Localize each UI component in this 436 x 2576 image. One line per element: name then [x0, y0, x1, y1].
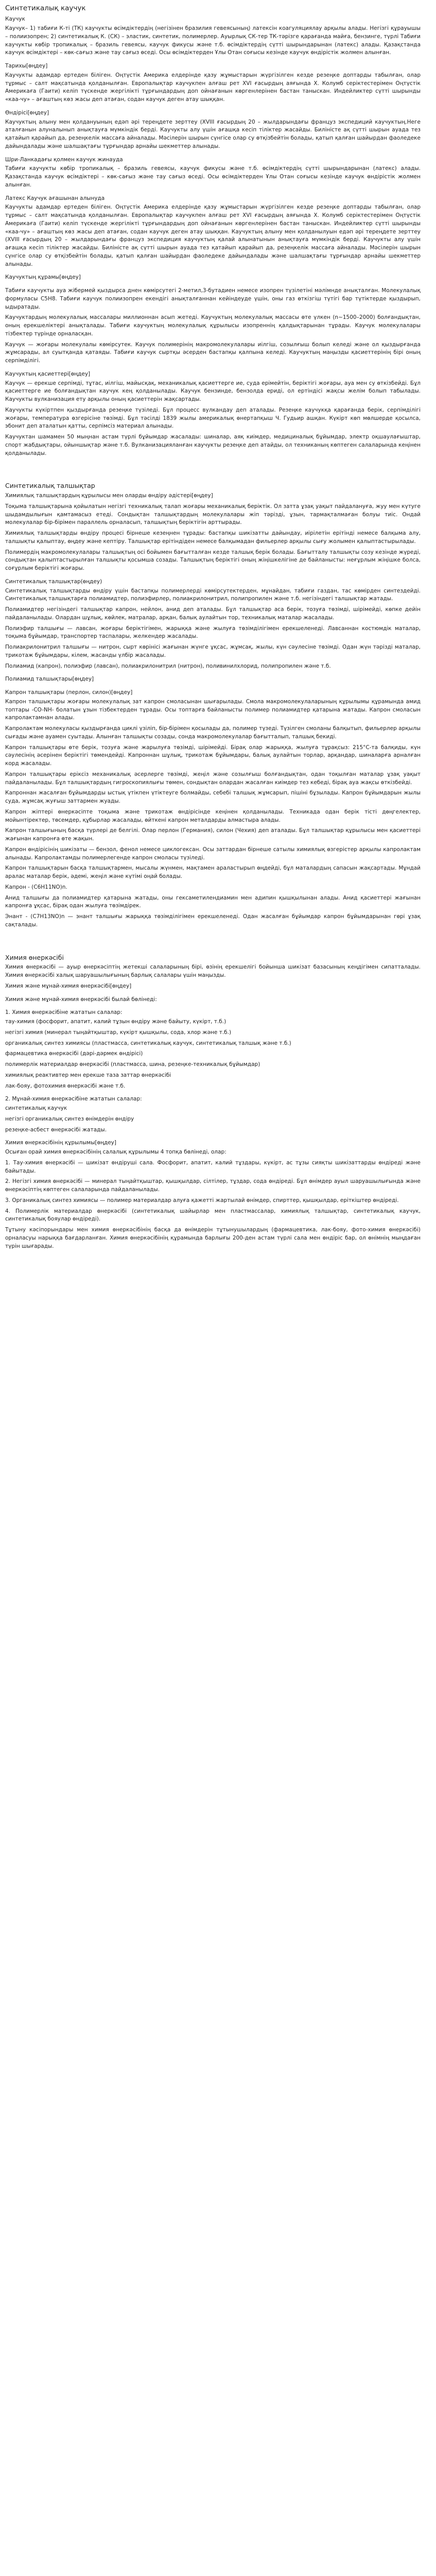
- section-paragraph: Энант - (C7H13NO)n — энант талшығы жарыққа төзімділігімен ерекшеленеді. Одан жасалған бұйымдар капрон бұйымдарынан гөрі ұзақ сақталады.: [5, 913, 421, 928]
- list-item: синтетикалық каучук: [5, 1105, 67, 1111]
- section-heading: Полиамид талшықтары[өңдеу]: [5, 676, 94, 683]
- section-heading: Химия өнеркәсібінің құрылымы[өңдеу]: [5, 1140, 116, 1146]
- section-heading: Каучук: [5, 16, 25, 23]
- list-item: органикалық синтез химиясы (пластмасса, синтетикалық каучук, синтетикалық талшық және т.б.): [5, 1040, 291, 1046]
- section-paragraph: Химия өнеркәсібі — ауыр өнеркәсіптің жетекші салаларының бірі, өзінің ерекшелігі бойынша шикізат базасының кеңдігімен сипатталады. Химия өнеркәсібі халық шаруашылығының барлық салалары үшін маңызды.: [5, 964, 421, 978]
- section-paragraph: Химиялық талшықтарды өндіру процесі бірнеше кезеңнен тұрады: бастапқы шикізатты дайындау, иірілетін ерітінді немесе балқыма алу, талшықты қалыптау, өңдеу және кептіру. Талшықтар ерітіндіден немесе балқымадан фильерлер арқылы сығу жолымен қалыптастырылады.: [5, 530, 421, 545]
- section-heading: Капрон талшықтары (перлон, силон)[өңдеу]: [5, 689, 133, 696]
- section-paragraph: 3. Органикалық синтез химиясы — полимер материалдар алуға қажетті жартылай өнімдер, спирттер, қышқылдар, еріткіштер өндіреді.: [5, 1197, 399, 1204]
- section-paragraph: Каучук — жоғары молекулалы көмірсутек. Каучук полимерінің макромолекулалары иілгіш, созылғыш болып келеді және ол қыздырғанда жұмсарады, ал суытқанда қатаяды. Табиғи каучук сыртқы әсерден бастапқы қалпына келеді. Каучуктың маңызды қасиеттерінің бірі оның серпімділігі.: [5, 341, 421, 364]
- article-section: [5, 1009, 421, 1090]
- article-section: [5, 996, 421, 1004]
- section-heading: Каучуктың құрамы[өңдеу]: [5, 274, 81, 281]
- section-paragraph: Капрон жіптері өнеркәсіпте тоқыма және трикотаж өндірісінде кеңінен қолданылады. Техникада одан берік тісті дөңгелектер, мойынтіректер, төсемдер, құбырлар жасалады, өйткені капрон металдарды алмастыра алады.: [5, 808, 421, 823]
- article-content: [5, 15, 421, 1250]
- section-paragraph: Капрон талшықтары өте берік, тозуға және жарылуға төзімді, шірімейді. Бірақ олар жарыққа, жылуға тұрақсыз: 215°С-та балқиды, күн сәулесінің әсерінен беріктігі төмендейді. Капроннан шұлық, трикотаж бұйымдары, балық аулайтын торлар, арқандар, шиналарға арналған корд жасалады.: [5, 744, 421, 767]
- section-paragraph: Полимердің макромолекулалары талшықтың осі бойымен бағытталған кезде талшық берік болады. Бағытталу талшықты созу кезінде жүреді, сондықтан қалыптастырылған талшықты қосымша созады. Талшықтың беріктігі оның жіңішкелігіне де байланысты: неғұрлым жіңішке болса, соғұрлым беріктігі жоғары.: [5, 549, 421, 571]
- article-section: [5, 287, 421, 365]
- article-section: [5, 109, 421, 151]
- section-heading: Шри-Ланкадағы қолмен каучук жинауда: [5, 156, 123, 163]
- section-paragraph: Каучукты адамдар ертеден біліген. Оңтүстік Америка елдерінде қазу жұмыстарын жүргізілген кезде резеңке доптарды табылған, олар тұрмыс – салт мақсатында қолданылған. Европалықтар каучукпен алғаш рет ХVI ғасырдың аяғында Х. Колумб серіктестерімен Оңтүстік Америкаға (Гаити) келіп түскенде жергілікті тұрғындардың доп ойнағанын көргенлерінен бастан таныскан. Индейликтер сүтті шырынды «каа-чу» – ағаштың көз жасы деп атаған, содан каучук деген атау шыққан.: [5, 72, 421, 103]
- page-title: Синтетикалық каучук: [5, 4, 86, 12]
- section-paragraph: Полиамидтер негізіндегі талшықтар капрон, нейлон, анид деп аталады. Бұл талшықтар аса берік, тозуға төзімді, шірімейді, көпке дейін пайдаланылады. Олардан шұлық, көйлек, матралар, арқан, балық аулайтын тор, техникалық маталар жасалады.: [5, 606, 421, 621]
- section-paragraph: Капроннан жасалған бұйымдарды ыстық үтікпен үтіктеуге болмайды, себебі талшық жұмсарып, пішіні бұзылады. Капрон бұйымдарын жылы суда, жұмсақ жуғыш заттармен жуады.: [5, 790, 421, 804]
- article: [0, 0, 426, 1259]
- list-item: резеңке-асбест өнеркәсібі жатады.: [5, 1126, 107, 1133]
- article-section: [5, 195, 421, 269]
- article-section: [5, 1095, 421, 1134]
- section-heading: 1. Химия өнеркәсібіне жататын салалар:: [5, 1009, 123, 1016]
- article-section: [5, 689, 421, 929]
- section-paragraph: Химия және мұнай-химия өнеркәсібі[өңдеу]: [5, 982, 132, 989]
- section-paragraph: Осыған орай химия өнеркәсібінің салалық құрылымы 4 топқа бөлінеді, олар:: [5, 1149, 226, 1155]
- section-paragraph: Тұтыну кәсіпорындары мен химия өнеркәсібінің басқа да өнімдерін тұтынушылардың (фармацевтика, лак-бояу, фото-химия өнеркәсібі) орналасуы нарыққа бағдарланған. Химия өнеркәсібінің құрамында барлығы 200-ден астам түрлі сала мен өндіріс бар, ол өнімнің мыңдаған түрін шығарады.: [5, 1227, 421, 1249]
- article-section: [5, 578, 421, 671]
- section-heading: Каучуктың қасиеттері[өңдеу]: [5, 370, 91, 377]
- section-paragraph: Полиамид (капрон), полиэфир (лавсан), полиакрилонитрил (нитрон), поливинилхлорид, полипропилен және т.б.: [5, 663, 331, 669]
- section-heading: Латекс Каучук ағашынан алынуда: [5, 195, 105, 201]
- article-section: [5, 1139, 421, 1250]
- list-item: лак-бояу, фотохимия өнеркәсібі және т.б.: [5, 1082, 126, 1089]
- article-section: [5, 274, 421, 282]
- section-paragraph: Анид талшығы да полиамидтер қатарына жатады, оны гексаметилендиамин мен адипин қышқылынан алады. Анид қасиеттері жағынан капронға ұқсас, бірақ одан жылуға төзімдірек.: [5, 894, 421, 909]
- section-paragraph: Капрон талшықтары еріксіз механикалық әсерлерге төзімді, жеңіл және созылғыш болғандықтан, одан тоқылған маталар ұзақ уақыт пайдаланылады. Бұл талшықтардың гигроскопиялығы төмен, сондықтан олардан жасалған киімдер тез кебеді, бірақ ауа жақсы өткізбейді.: [5, 771, 421, 786]
- section-paragraph: Капрон өндірісінің шикізаты — бензол, фенол немесе циклогексан. Осы заттардан бірнеше сатылы химиялық өзгерістер арқылы капролактам алынады. Капролактамды полимерлегенде капрон смоласы түзіледі.: [5, 846, 421, 861]
- list-item: тау-химия (фосфорит, апатит, калий тұзын өндіру және байыту, күкірт, т.б.): [5, 1019, 226, 1025]
- section-paragraph: Химия және мұнай-химия өнеркәсібі былай бөлінеді:: [5, 996, 157, 1003]
- article-section: [5, 62, 421, 104]
- article-section: [5, 953, 421, 991]
- article-section: [5, 156, 421, 190]
- list-item: негізгі химия (минерал тыңайтқыштар, күкірт қышқылы, сода, хлор және т.б.): [5, 1029, 232, 1036]
- section-heading: Өндірісі[өңдеу]: [5, 109, 49, 116]
- section-paragraph: Капрон - (C6H11NO)n.: [5, 884, 67, 890]
- article-section: [5, 481, 421, 573]
- list-item: негізгі органикалық синтез өнімдерін өндіру: [5, 1115, 134, 1122]
- section-paragraph: Тоқыма талшықтарына қойылатын негізгі техникалық талап жоғары механикалық беріктік. Ол затта ұзақ уақыт пайдалануға, жуу мен күтуге шыдамдылығын қамтамасыз етеді. Сондықтан талшықтардың молекулалары жіп тәрізді, ұзын, тармақталмаған болуы тиіс. Ондай молекулалар бір-бірімен параллель орналасып, талшықтың беріктігін арттырады.: [5, 503, 421, 526]
- section-paragraph: 4. Полимерлік материалдар өнеркәсібі (синтетикалық шайырлар мен пластмассалар, химиялық талшықтар, синтетикалық каучук, синтетикалық бояулар өндіреді).: [5, 1208, 421, 1223]
- section-heading: Синтетикалық талшықтар(өңдеу): [5, 578, 102, 585]
- section-paragraph: Табиғи каучукты ауа жібермей қыздырса днен көмірсутегі 2-метил,3-бутадиен немесе изопрен түзілетіні мәлімнде анықталған. Молекулалық формуласы С5Н8. Табиғи каучук полиизопрен екендігі анықталғаннан кейіндеуде үшін, оны газ өткізгіш түтігі бар түтіктерде қыздырып, ыдыратады.: [5, 287, 421, 310]
- section-spacer: [5, 935, 421, 946]
- section-paragraph: Каучукты күкіртпен қыздырғанда резеңке түзіледі. Бұл процесс вулкандау деп аталады. Резеңке каучукқа қарағанда берік, серпімділігі жоғары, температура өзгерісіне төзімді. Бұл тәсілді 1839 жылы америкалық өнертапқыш Ч. Гудьир ашқан. Күкірт көп мөлшерде қосылса, эбонит деп аталатын қатты, серпімсіз материал алынады.: [5, 406, 421, 430]
- section-paragraph: Каучук– 1) табиғи К-ті (ТК) каучукты өсімдіктердің (негізінен бразилия гевеясының) латексін коагуляциялау арқылы алады. Негізгі құрауышы – полиизопрен; 2) синтетикалық К. (СК) – эластик, синтетик, полимерлер. Ауырлық СК-тер ТК-тәрізге қарағанда майға, бензинге, түрлі Табиғи каучукты көбір тропикалық – бразиль гевеясы, каучук фикусы және т.б. өсімдіктердің сүтті шырындарынан (латекс) алады. Қазақстанда каучук өсімдіктері – көк-сағыз және тау сағыз өседі. Осы өсімдіктерден Ұлы Отан соғысы кезінде каучук өндірістік жолмен алынған.: [5, 25, 421, 56]
- section-paragraph: Каучукты адамдар ертеден біліген. Оңтүстік Америка елдерінде қазу жұмыстарын жүргізілген кезде резеңке доптарды табылған, олар тұрмыс – салт мақсатында қолданылған. Европалықтар каучукпен алғаш рет ХVI ғасырдың аяғында Х. Колумб серіктестерімен Оңтүстік Америкаға (Гаити) келіп түскенде жергілікті тұрғындардың доп ойнағанын көргенлерінен бастан таныскан. Индейликтер сүтті шырынды «каа-чу» – ағаштың көз жасы деп атаған, содан каучук деген атау шыққан. Каучуктың алыну мен қолданылуын едәп әрі тереңдете зерттеу (XVIII ғасырдың 20 – жылдарындағы француз экспедиция каучуктың қалай алынатынын анықтауға мүмкіндік берді. Каучукты алу үшін ағашқа кесіп тіліктер жасайды. Биліністе ақ сүтті шырын ауада тез қатайып қарайып да, резеңкелік массаға айналады. Мәсілерін шырын сүнгісе олар су өтқізбейтін болады, қатып қалған шайырдан фаоледеке дайындалады және шалшақтағы тұрғындар арнайы шекметтер алынады.: [5, 204, 421, 267]
- list-item: фармацевтика өнеркәсібі (дәрі-дәрмек өндірісі): [5, 1050, 143, 1057]
- section-paragraph: Каучуктан шамамен 50 мыңнан астам түрлі бұйымдар жасалады: шиналар, аяқ киімдер, медициналық бұйымдар, электр оқшаулағыштар, спорт жабдықтары, ойыншықтар және т.б. Вулканизацияланған каучукты резеңке деп атайды, ол техниканың көптеген салаларында кеңінен қолданылады.: [5, 434, 421, 456]
- section-paragraph: 1. Тау-химия өнеркәсібі — шикізат өндіруші сала. Фосфорит, апатит, калий тұздары, күкірт, ас тұзы сияқты шикізаттарды өндіреді және байытады.: [5, 1159, 421, 1174]
- section-paragraph: Каучуктардың молекулалық массалары миллионнан асып жетеді. Каучуктың молекулалық массасы өте үлкен (n~1500–2000) болғандықтан, оның ерекшеліктері анықталады. Табиғи каучуктың молекулалық құрылысы изопреннің қалдықтарынан тұрады. Каучук молекулалары тізбектер түрінде орналасқан.: [5, 314, 421, 337]
- section-spacer: [5, 463, 421, 474]
- section-paragraph: Полиэфир талшығы — лавсан, жоғары беріктігімен, жарыққа және жылуға төзімділігімен ерекшеленеді. Лавсаннан костюмдік маталар, тоқыма бұйымдар, транспортер таспалары, желкендер жасалады.: [5, 625, 421, 640]
- section-paragraph: Капрон талшығының басқа түрлері де белгілі. Олар перлон (Германия), силон (Чехия) деп аталады. Бұл талшықтар құрылысы мен қасиеттері жағынан капронға өте жақын.: [5, 827, 421, 842]
- section-heading: Тарихы[өңдеу]: [5, 63, 48, 69]
- section-paragraph: Синтетикалық талшықтарды өндіру үшін бастапқы полимерлерді көмірсутектерден, мұнайдан, табиғи газдан, тас көмірден синтездейді. Синтетикалық талшықтарға полиамидтер, полиэфирлер, полиакрилонитрил, полипропилен және т.б. негізіндегі талшықтар жатады.: [5, 587, 421, 602]
- section-heading: Синтетикалық талшықтар: [5, 482, 95, 490]
- article-section: [5, 15, 421, 57]
- list-item: химиялық реактивтер мен ерекше таза заттар өнеркәсібі: [5, 1072, 171, 1078]
- section-heading: 2. Мұнай-химия өнеркәсібіне жататын салалар:: [5, 1096, 142, 1103]
- section-paragraph: 2. Негізгі химия өнеркәсібі — минерал тыңайтқыштар, қышқылдар, сілтілер, тұздар, сода өндіреді. Бұл өнімдер ауыл шаруашылығында және өнеркәсіптің көптеген салаларында пайдаланылады.: [5, 1178, 421, 1193]
- section-paragraph: Капролактам молекуласы қыздырғанда циклі үзіліп, бір-бірімен қосылады да, полимер түзеді. Түзілген смоланы балқытып, фильерлер арқылы сығады және ауамен суытады. Алынған талшықты созады, сонда макромолекулалар бағытталып, талшық бекиді.: [5, 725, 421, 740]
- article-section: [5, 675, 421, 684]
- article-section: [5, 370, 421, 458]
- section-paragraph: Каучуктың алыну мен қолдануының едәп әрі тереңдете зерттеу (XVIII ғасырдың 20 – жылдарындағы француз экспедиций каучуктың.Неге аталғанын алуналынып анықтауға мүмкіндік берді. Каучукты алу үшін ағашқа кесіп тіліктер жасайды. Биліністе ақ сүтті шырын ауада тез қатайып қарайып да, резеңкелік массаға айналады. Мәсілерін шырын сүнгісе олар су өтқізбейтін болады, қатып қалған шайырдан фаоледеке дайындалады және шалшақтағы тұрғындар арнайы шекметтер алынады.: [5, 118, 421, 149]
- section-paragraph: Полиакрилонитрил талшығы — нитрон, сырт көрінісі жағынан жүнге ұқсас, жұмсақ, жылы, күн сәулесіне төзімді. Одан жүн тәрізді маталар, трикотаж бұйымдары, кілем, жасанды үлбір жасалады.: [5, 644, 421, 658]
- section-heading: Химия өнеркәсібі: [5, 953, 64, 961]
- list-item: полимерлік материалдар өнеркәсібі (пластмасса, шина, резеңке-техникалық бұйымдар): [5, 1061, 260, 1067]
- section-paragraph: Капрон талшықтарын басқа талшықтармен, мысалы жүнмен, мақтамен араластырып өңдейді, бұл маталардың сапасын жақсартады. Мұндай аралас маталар берік, әдемі, жеңіл және күтімі оңай болады.: [5, 865, 421, 879]
- section-paragraph: Химиялық талшықтардың құрылысы мен оларды өндіру әдістері[өңдеу]: [5, 493, 213, 499]
- section-paragraph: Табиғи каучукты көбір тропикалық – бразиль гевеясы, каучук фикусы және т.б. өсімдіктердің сүтті шырындарынан (латекс) алады. Қазақстанда каучук өсімдіктері – көк-сағыз және тау сағыз өседі. Осы өсімдіктерден Ұлы Отан соғысы кезінде каучук өндірістік жолмен алынған.: [5, 165, 421, 188]
- section-paragraph: Капрон талшықтары жоғары молекулалық зат капрон смоласынан шығарылады. Смола макромолекулаларының құрылымы құрамында амид топтары -CO-NH- болатын ұзын тізбектерден тұрады. Осы топтарға байланысты полимер полиамидтер қатарына жатады. Капрон смоласын капролактамнан алады.: [5, 698, 421, 721]
- section-paragraph: Каучук — ерекше серпімді, тұтас, иілгіш, майысқақ, механикалық қасиеттерге ие, суда ерімейтін, беріктігі жоғары, ауа мен су өткізбейді. Бұл қасиеттерге ие болғандықтан каучук кең қолданылады. Каучук бензинде, бензолда ериді, ол ертіндісі жақсы желім болып табылады. Каучукты вулканизация ету арқылы оның қасиеттерін жақсартады.: [5, 380, 421, 402]
